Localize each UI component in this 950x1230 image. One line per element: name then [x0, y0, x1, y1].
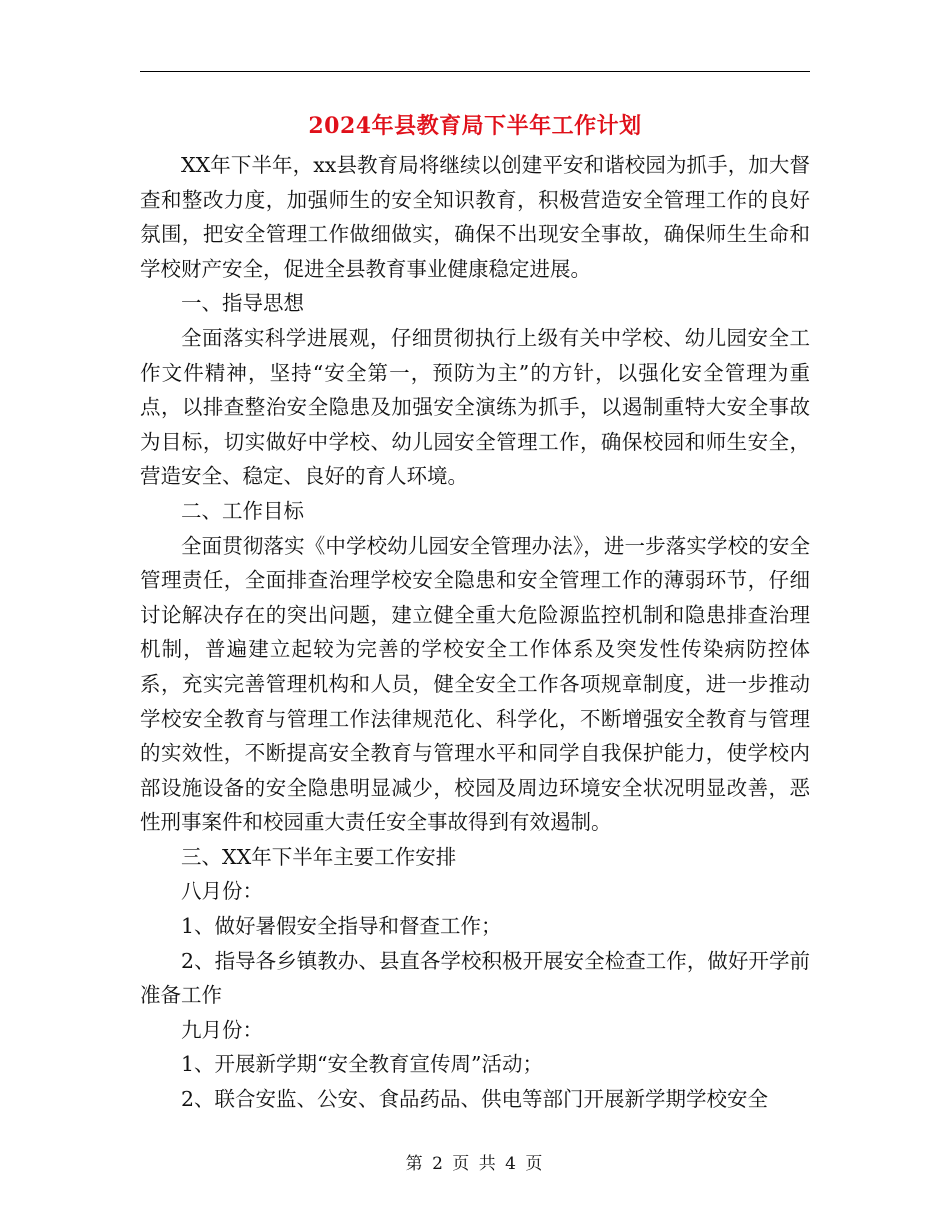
list-item: 1、开展新学期“安全教育宣传周”活动； — [181, 1052, 544, 1077]
paragraph-guiding-ideology: 全面落实科学进展观，仔细贯彻执行上级有关中学校、幼儿园安全工作文件精神，坚持“安全第一，预防为主”的方针，以强化安全管理为重点，以排查整治安全隐患及加强安全演练为抓手，以遏制重特大安全事故为目标，切实做好中学校、幼儿园安全管理工作，确保校园和师生安全，营造安全、稳定、良好的育人环境。 — [140, 325, 810, 489]
month-heading-august: 八月份： — [181, 879, 263, 904]
section-heading-work-arrangement: 三、XX年下半年主要工作安排 — [181, 844, 457, 869]
document-body — [140, 148, 810, 1117]
section-heading-guiding-ideology: 一、指导思想 — [181, 291, 304, 316]
list-item: 2、联合安监、公安、食品药品、供电等部门开展新学期学校安全 — [181, 1087, 769, 1112]
page-footer: 第 2 页 共 4 页 — [405, 1154, 545, 1174]
paragraph-work-goals: 全面贯彻落实《中学校幼儿园安全管理办法》，进一步落实学校的安全管理责任，全面排查治理学校安全隐患和安全管理工作的薄弱环节，仔细讨论解决存在的突出问题，建立健全重大危险源监控机制和隐患排查治理机制，普遍建立起较为完善的学校安全工作体系及突发性传染病防控体系，充实完善管理机构和人员，健全安全工作各项规章制度，进一步推动学校安全教育与管理工作法律规范化、科学化，不断增强安全教育与管理的实效性，不断提高安全教育与管理水平和同学自我保护能力，使学校内部设施设备的安全隐患明显减少，校园及周边环境安全状况明显改善，恶性刑事案件和校园重大责任安全事故得到有效遏制。 — [140, 533, 810, 835]
header-rule — [140, 71, 810, 72]
month-heading-september: 九月份： — [181, 1017, 263, 1042]
paragraph-intro: XX年下半年，xx县教育局将继续以创建平安和谐校园为抓手，加大督查和整改力度，加强师生的安全知识教育，积极营造安全管理工作的良好氛围，把安全管理工作做细做实，确保不出现安全事故，确保师生生命和学校财产安全，促进全县教育事业健康稳定进展。 — [140, 153, 810, 281]
list-item: 1、做好暑假安全指导和督查工作； — [181, 914, 502, 939]
document-title: 2024年县教育局下半年工作计划 — [308, 113, 642, 139]
list-item: 2、指导各乡镇教办、县直各学校积极开展安全检查工作，做好开学前准备工作 — [140, 948, 810, 1008]
section-heading-work-goals: 二、工作目标 — [181, 498, 304, 523]
